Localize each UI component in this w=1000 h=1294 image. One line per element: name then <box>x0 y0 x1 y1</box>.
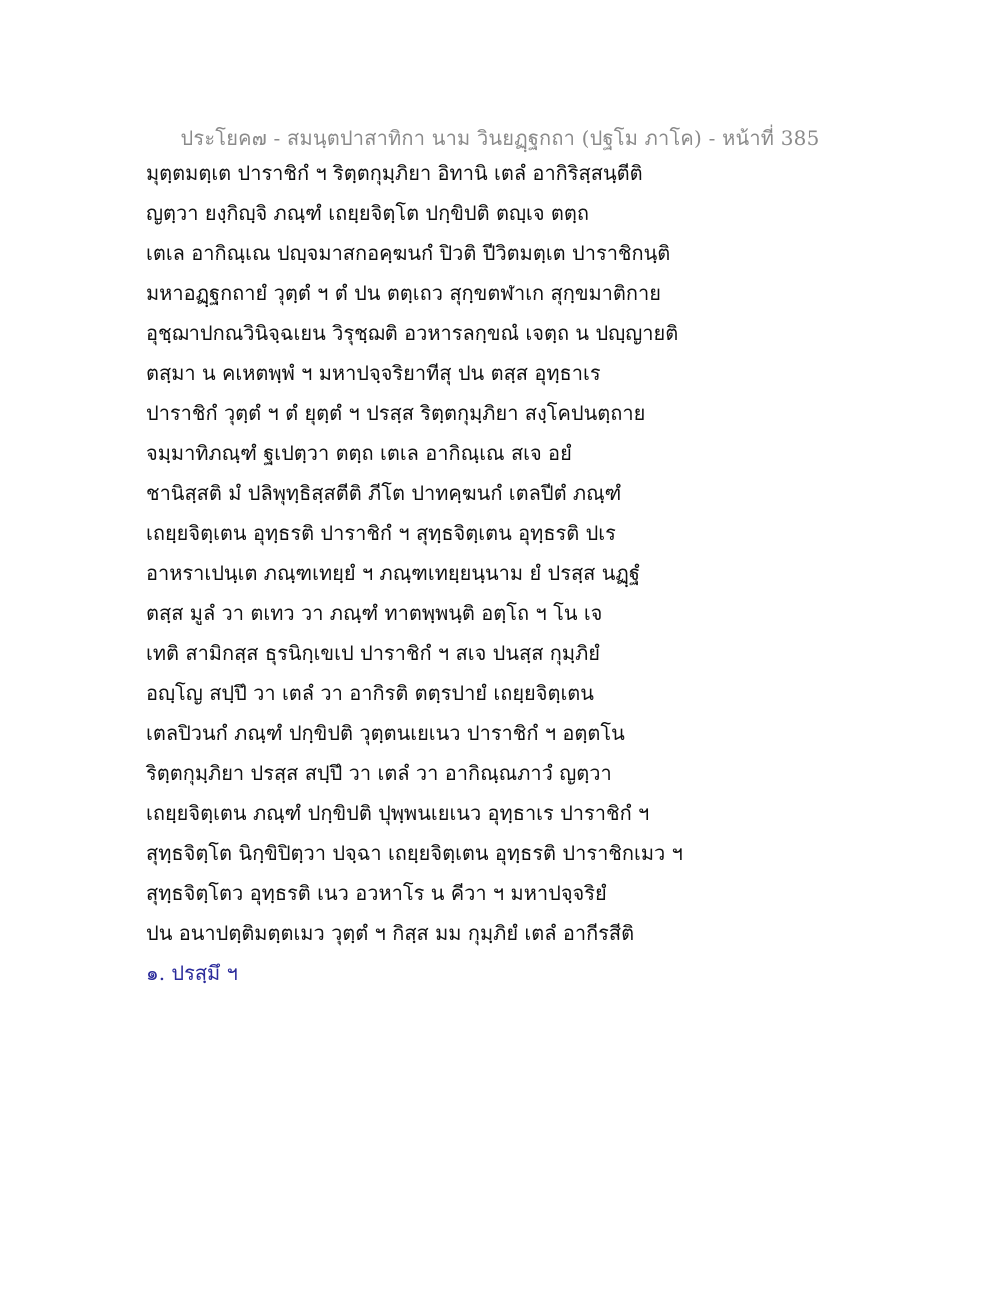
text-line: ญตฺวา ยงฺกิญฺจิ ภณฺฑํ เถยฺยจิตฺโต ปกฺขิปติ ตญฺเจ ตตฺถ <box>146 201 589 225</box>
text-line: ตสฺมา น คเหตพฺพํ ฯ มหาปจฺจริยาทีสุ ปน ตสฺส อุทฺธาเร <box>146 361 601 385</box>
text-line: ริตฺตกุมฺภิยา ปรสฺส สปฺปึ วา เตลํ วา อากิณฺณภาวํ ญตฺวา <box>146 761 612 785</box>
text-line: มหาอฏฺฐกถายํ วุตฺตํ ฯ ตํ ปน ตตฺเถว สุกฺขตฬาเก สุกฺขมาติกาย <box>146 281 661 305</box>
text-line: จมฺมาทิภณฺฑํ ฐเปตฺวา ตตฺถ เตเล อากิณฺเณ สเจ อยํ <box>146 441 572 465</box>
text-line: อญฺโญ สปฺปึ วา เตลํ วา อากิรติ ตตฺรปายํ เถยฺยจิตฺเตน <box>146 681 594 705</box>
text-line: สุทฺธจิตฺโตว อุทฺธรติ เนว อวหาโร น คีวา ฯ มหาปจฺจริยํ <box>146 881 607 905</box>
page-header: ประโยค๗ - สมนฺตปาสาทิกา นาม วินยฏฺฐกถา (ปฐโม ภาโค) - หน้าที่ 385 <box>180 126 820 150</box>
text-line: ปน อนาปตฺติมตฺตเมว วุตฺตํ ฯ กิสฺส มม กุมฺภิยํ เตลํ อากีรสีติ <box>146 921 635 945</box>
text-line: อุชฺฌาปกณวินิจฺฉเยน วิรุชฺฌติ อวหารลกฺขณํ เจตฺถ น ปญฺญายติ <box>146 321 679 345</box>
text-line: ปาราชิกํ วุตฺตํ ฯ ตํ ยุตฺตํ ฯ ปรสฺส ริตฺตกุมฺภิยา สงฺโคปนตฺถาย <box>146 401 646 425</box>
text-line: ตสฺส มูลํ วา ตเทว วา ภณฺฑํ ทาตพฺพนฺติ อตฺโถ ฯ โน เจ <box>146 601 603 625</box>
text-line: มุตฺตมตฺเต ปาราชิกํ ฯ ริตฺตกุมฺภิยา อิทานิ เตลํ อากิริสฺสนฺตีติ <box>146 161 643 185</box>
text-line: สุทฺธจิตฺโต นิกฺขิปิตฺวา ปจฺฉา เถยฺยจิตฺเตน อุทฺธรติ ปาราชิกเมว ฯ <box>146 841 683 865</box>
body-text <box>146 160 706 960</box>
text-line: อาหราเปนฺเต ภณฺฑเทยฺยํ ฯ ภณฺฑเทยฺยนฺนาม ยํ ปรสฺส นฏฺฐํ <box>146 561 640 585</box>
text-line: เถยฺยจิตฺเตน ภณฺฑํ ปกฺขิปติ ปุพฺพนเยเนว อุทฺธาเร ปาราชิกํ ฯ <box>146 801 650 825</box>
text-line: ชานิสฺสติ มํ ปลิพุทฺธิสฺสตีติ ภีโต ปาทคฺฆนกํ เตลปีตํ ภณฺฑํ <box>146 481 622 505</box>
text-line: เตเล อากิณฺเณ ปญฺจมาสกอคฺฆนกํ ปิวติ ปีวิตมตฺเต ปาราชิกนฺติ <box>146 241 671 265</box>
text-line: เถยฺยจิตฺเตน อุทฺธรติ ปาราชิกํ ฯ สุทฺธจิตฺเตน อุทฺธรติ ปเร <box>146 521 616 545</box>
footnote: ๑. ปรสฺมึ ฯ <box>146 961 238 985</box>
text-line: เทติ สามิกสฺส ธุรนิกฺเขเป ปาราชิกํ ฯ สเจ ปนสฺส กุมฺภิยํ <box>146 641 600 665</box>
text-line: เตลปิวนกํ ภณฺฑํ ปกฺขิปติ วุตฺตนเยเนว ปาราชิกํ ฯ อตฺตโน <box>146 721 625 745</box>
